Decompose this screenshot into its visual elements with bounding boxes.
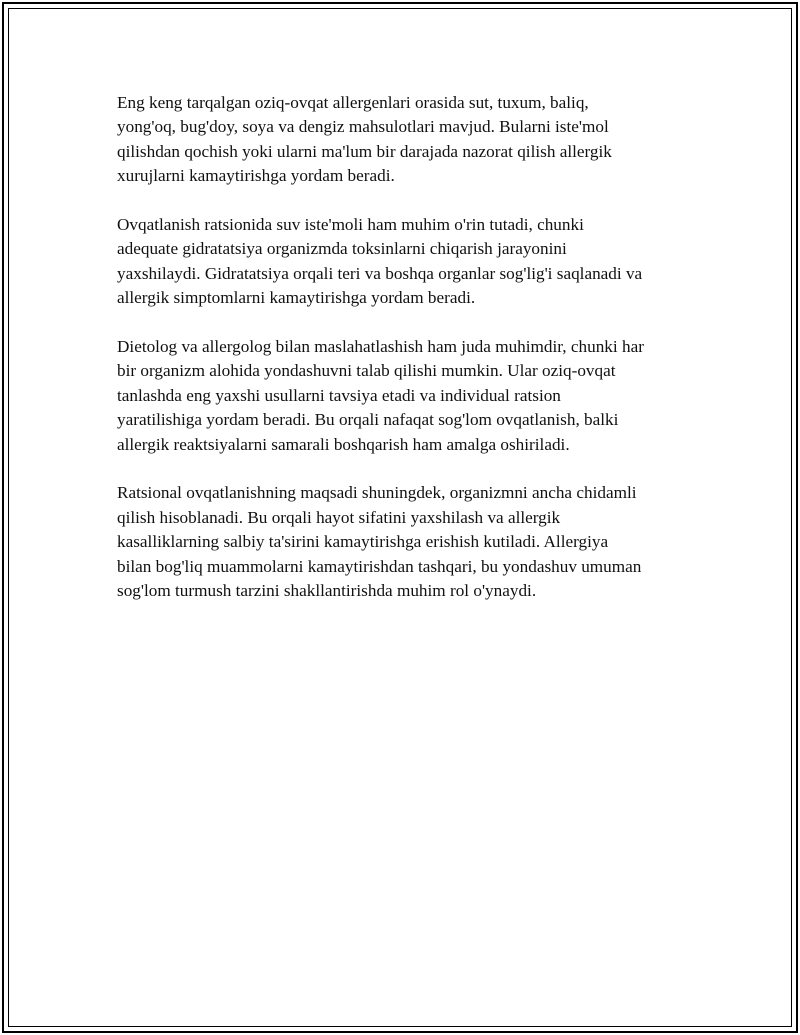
text-line: adequate gidratatsiya organizmda toksinlarni chiqarish jarayonini [117, 239, 567, 259]
text-line: yaratilishiga yordam beradi. Bu orqali nafaqat sog'lom ovqatlanish, balki [117, 410, 619, 430]
text-line: yong'oq, bug'doy, soya va dengiz mahsulotlari mavjud. Bularni iste'mol [117, 117, 609, 137]
text-line: Ratsional ovqatlanishning maqsadi shuningdek, organizmni ancha chidamli [117, 483, 637, 503]
text-line: bir organizm alohida yondashuvni talab qilishi mumkin. Ular oziq-ovqat [117, 361, 616, 381]
text-line: sog'lom turmush tarzini shakllantirishda muhim rol o'ynaydi. [117, 581, 537, 601]
text-line: qilish hisoblanadi. Bu orqali hayot sifatini yaxshilash va allergik [117, 507, 561, 527]
text-line: bilan bog'liq muammolarni kamaytirishdan tashqari, bu yondashuv umuman [117, 556, 642, 576]
text-line: yaxshilaydi. Gidratatsiya orqali teri va boshqa organlar sog'lig'i saqlanadi va [117, 263, 643, 283]
text-line: Dietolog va allergolog bilan maslahatlashish ham juda muhimdir, chunki har [117, 337, 644, 357]
text-line: Ovqatlanish ratsionida suv iste'moli ham muhim o'rin tutadi, chunki [117, 215, 584, 235]
text-line: allergik reaktsiyalarni samarali boshqarish ham amalga oshiriladi. [117, 434, 570, 454]
paragraph-4 [117, 481, 692, 603]
text-line: qilishdan qochish yoki ularni ma'lum bir darajada nazorat qilish allergik [117, 141, 612, 161]
text-line: xurujlarni kamaytirishga yordam beradi. [117, 166, 395, 186]
document-body [117, 91, 692, 628]
text-line: Eng keng tarqalgan oziq-ovqat allergenlari orasida sut, tuxum, baliq, [117, 93, 589, 112]
text-line: kasalliklarning salbiy ta'sirini kamaytirishga erishish kutiladi. Allergiya [117, 532, 609, 552]
paragraph-1 [117, 91, 692, 189]
paragraph-3 [117, 335, 692, 457]
text-line: allergik simptomlarni kamaytirishga yordam beradi. [117, 288, 476, 308]
text-line: tanlashda eng yaxshi usullarni tavsiya etadi va individual ratsion [117, 385, 561, 405]
paragraph-2 [117, 213, 692, 311]
